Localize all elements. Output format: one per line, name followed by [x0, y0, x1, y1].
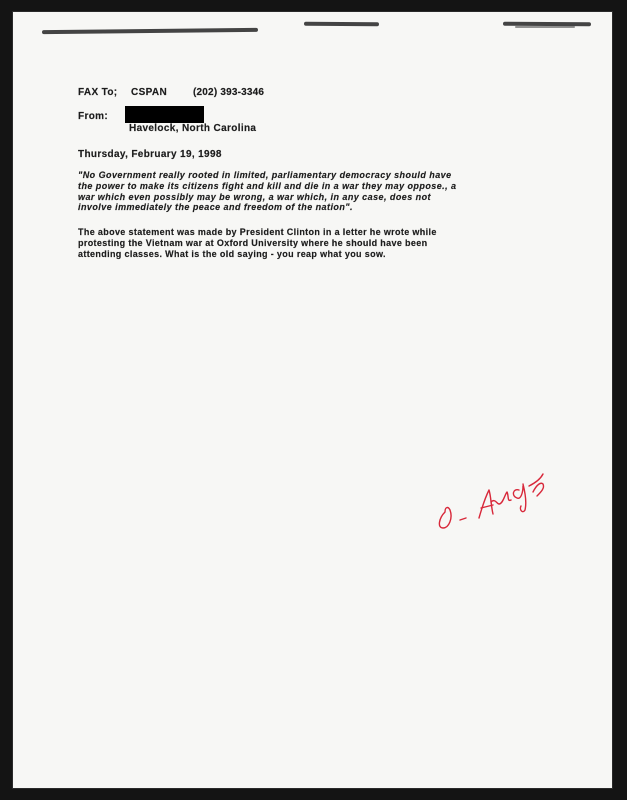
sender-location: Havelock, North Carolina — [129, 123, 257, 134]
fax-to-label: FAX To; — [78, 87, 118, 98]
fax-recipient: CSPAN — [131, 87, 168, 98]
handwritten-note — [433, 460, 548, 530]
body-paragraph: The above statement was made by President Clinton in a letter he wrote while protesting the Vietnam war at Oxford University where he should have been attending classes. What is the old saying - you reap what you sow. — [78, 227, 437, 259]
from-label: From: — [78, 111, 109, 122]
redacted-sender-name — [125, 106, 204, 123]
fax-number: (202) 393-3346 — [193, 87, 265, 98]
fax-page — [13, 12, 612, 788]
quoted-statement: "No Government really rooted in limited, parliamentary democracy should have the power to make its citizens fight and kill and die in a war they may oppose., a war which even possibly may be wrong, a war which, in any case, does not involve immediately the peace and freedom of the nation". — [78, 170, 457, 213]
fax-document — [13, 12, 612, 788]
fax-date: Thursday, February 19, 1998 — [78, 149, 222, 160]
